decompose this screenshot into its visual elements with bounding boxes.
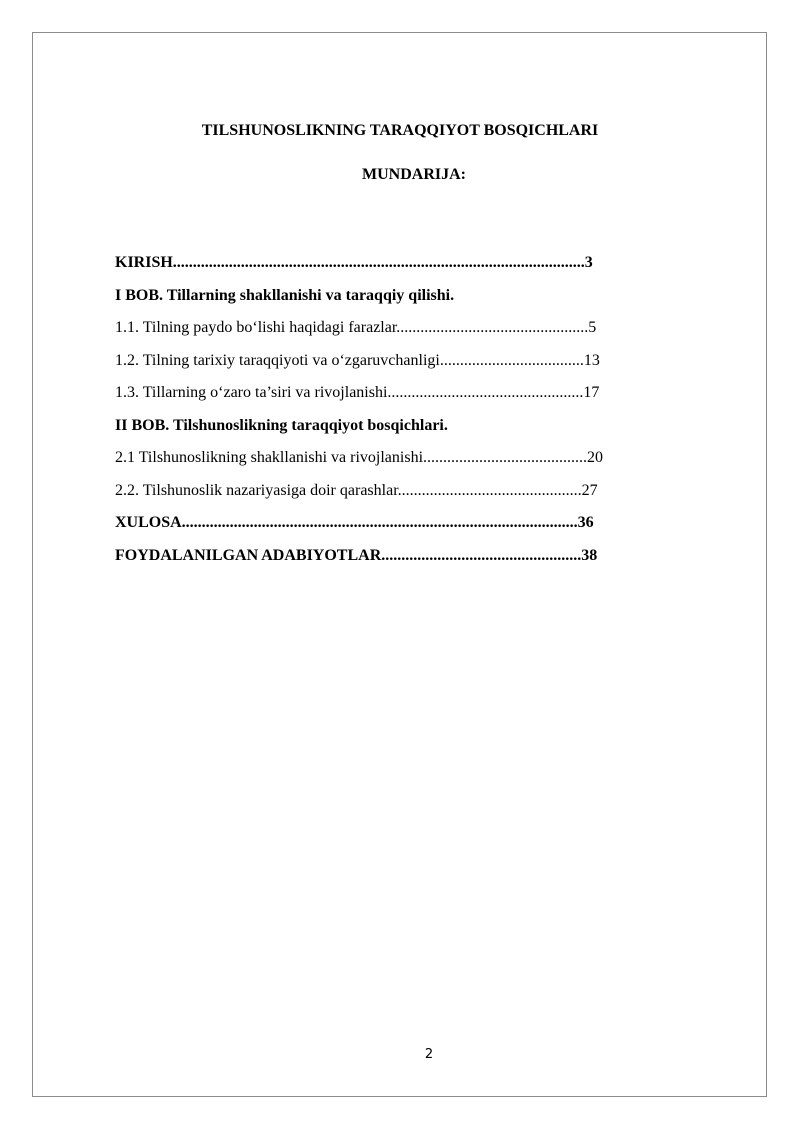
toc-entry-text: 2.2. Tilshunoslik nazariyasiga doir qarashlar..............................................27 — [115, 481, 598, 499]
table-of-contents — [115, 252, 695, 577]
toc-heading: MUNDARIJA: — [362, 166, 466, 183]
toc-entry-text: KIRISH.......................................................................................................3 — [115, 254, 593, 271]
toc-entry-chapter-1 — [115, 285, 695, 318]
toc-entry-introduction — [115, 252, 695, 285]
toc-entry-section-2-2 — [115, 480, 695, 513]
page-number: 2 — [424, 1047, 434, 1062]
toc-entry-text: I BOB. Tillarning shakllanishi va taraqqiy qilishi. — [115, 286, 455, 304]
toc-entry-chapter-2 — [115, 415, 695, 448]
toc-entry-text: 1.2. Tilning tarixiy taraqqiyoti va o‘zgaruvchanligi....................................13 — [115, 351, 600, 369]
toc-entry-section-1-1 — [115, 317, 695, 350]
toc-entry-text: XULOSA...................................................................................................36 — [115, 514, 594, 531]
document-title: TILSHUNOSLIKNING TARAQQIYOT BOSQICHLARI — [201, 122, 599, 139]
toc-entry-text: II BOB. Tilshunoslikning taraqqiyot bosqichlari. — [115, 416, 448, 434]
toc-entry-text: 1.1. Tilning paydo bo‘lishi haqidagi farazlar................................................5 — [115, 319, 597, 336]
toc-entry-text: 2.1 Tilshunoslikning shakllanishi va rivojlanishi.........................................20 — [115, 449, 604, 466]
toc-entry-conclusion — [115, 512, 695, 545]
toc-entry-text: FOYDALANILGAN ADABIYOTLAR..................................................38 — [115, 546, 598, 564]
toc-entry-references — [115, 545, 695, 578]
toc-entry-section-1-3 — [115, 382, 695, 415]
toc-entry-text: 1.3. Tillarning o‘zaro ta’siri va rivojlanishi.................................................17 — [115, 384, 600, 401]
toc-entry-section-1-2 — [115, 350, 695, 383]
toc-entry-section-2-1 — [115, 447, 695, 480]
